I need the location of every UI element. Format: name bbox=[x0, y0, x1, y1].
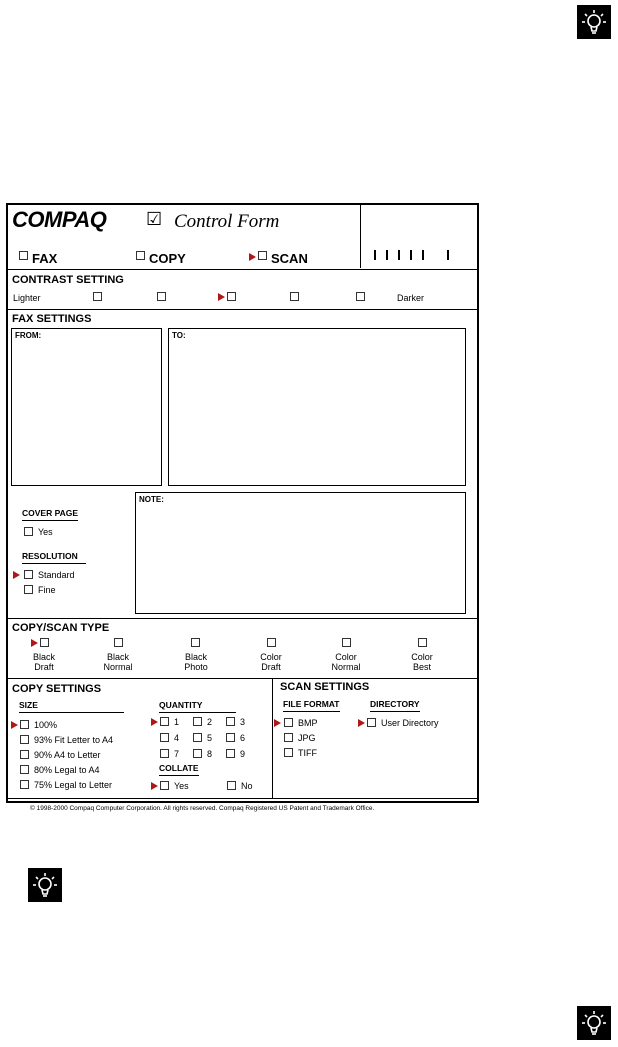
selected-arrow-icon bbox=[31, 639, 38, 647]
barcode-mark bbox=[447, 250, 449, 260]
quantity-heading: QUANTITY bbox=[159, 700, 236, 713]
fax-settings-heading: FAX SETTINGS bbox=[12, 313, 92, 325]
size-checkbox[interactable] bbox=[20, 765, 29, 774]
contrast-checkbox[interactable] bbox=[157, 292, 166, 301]
selected-arrow-icon bbox=[151, 782, 158, 790]
file-format-option: TIFF bbox=[298, 748, 317, 758]
resolution-fine-checkbox[interactable] bbox=[24, 585, 33, 594]
barcode-mark bbox=[422, 250, 424, 260]
quantity-checkbox[interactable] bbox=[226, 749, 235, 758]
size-heading: SIZE bbox=[19, 700, 124, 713]
size-checkbox[interactable] bbox=[20, 720, 29, 729]
brand-logo: COMPAQ bbox=[12, 207, 107, 232]
quantity-checkbox[interactable] bbox=[193, 749, 202, 758]
title-check-icon: ☑ bbox=[146, 209, 163, 229]
directory-option: User Directory bbox=[381, 718, 439, 728]
quantity-checkbox[interactable] bbox=[193, 733, 202, 742]
fax-from-label: FROM: bbox=[15, 331, 42, 340]
resolution-standard-label: Standard bbox=[38, 570, 75, 580]
resolution-heading: RESOLUTION bbox=[22, 551, 86, 564]
quantity-option: 2 bbox=[207, 717, 213, 727]
quantity-option: 9 bbox=[240, 749, 246, 759]
quantity-option: 4 bbox=[174, 733, 180, 743]
selected-arrow-icon bbox=[13, 571, 20, 579]
mode-scan-checkbox[interactable] bbox=[258, 251, 267, 260]
quantity-checkbox[interactable] bbox=[160, 749, 169, 758]
copy-settings-heading: COPY SETTINGS bbox=[12, 683, 102, 695]
type-checkbox[interactable] bbox=[418, 638, 427, 647]
barcode-mark bbox=[410, 250, 412, 260]
file-format-option: BMP bbox=[298, 718, 318, 728]
type-color-best: Color Best bbox=[411, 652, 433, 672]
contrast-lighter-label: Lighter bbox=[13, 293, 41, 303]
contrast-darker-label: Darker bbox=[397, 293, 425, 303]
mode-fax-checkbox[interactable] bbox=[19, 251, 28, 260]
contrast-checkbox[interactable] bbox=[356, 292, 365, 301]
quantity-option: 8 bbox=[207, 749, 213, 759]
size-option: 90% A4 to Letter bbox=[34, 750, 101, 760]
scan-settings-heading: SCAN SETTINGS bbox=[280, 681, 370, 693]
contrast-checkbox[interactable] bbox=[93, 292, 102, 301]
collate-yes-checkbox[interactable] bbox=[160, 781, 169, 790]
mode-fax-label: FAX bbox=[32, 251, 58, 266]
contrast-heading: CONTRAST SETTING bbox=[12, 274, 124, 286]
cover-page-yes-checkbox[interactable] bbox=[24, 527, 33, 536]
type-checkbox[interactable] bbox=[191, 638, 200, 647]
mode-scan-label: SCAN bbox=[271, 251, 308, 266]
resolution-fine-label: Fine bbox=[38, 585, 56, 595]
type-checkbox[interactable] bbox=[114, 638, 123, 647]
header-divider bbox=[360, 205, 361, 268]
fax-note-label: NOTE: bbox=[139, 495, 164, 504]
barcode-mark bbox=[374, 250, 376, 260]
resolution-standard-checkbox[interactable] bbox=[24, 570, 33, 579]
type-black-normal: Black Normal bbox=[103, 652, 133, 672]
form-title: Control Form bbox=[174, 211, 280, 232]
fax-to-box[interactable] bbox=[168, 328, 466, 486]
file-format-checkbox[interactable] bbox=[284, 718, 293, 727]
copyright-notice: © 1998-2000 Compaq Computer Corporation. All rights reserved. Compaq Registered US Patent and Trademark Office. bbox=[30, 805, 375, 812]
selected-arrow-icon bbox=[11, 721, 18, 729]
file-format-checkbox[interactable] bbox=[284, 733, 293, 742]
mode-copy-label: COPY bbox=[149, 251, 186, 266]
lightbulb-tip-icon bbox=[577, 1006, 611, 1040]
quantity-option: 3 bbox=[240, 717, 246, 727]
collate-no-label: No bbox=[241, 781, 253, 791]
size-option: 100% bbox=[34, 720, 58, 730]
type-checkbox[interactable] bbox=[267, 638, 276, 647]
control-form bbox=[6, 203, 479, 803]
quantity-checkbox[interactable] bbox=[193, 717, 202, 726]
selected-arrow-icon bbox=[358, 719, 365, 727]
selected-arrow-icon bbox=[151, 718, 158, 726]
contrast-checkbox[interactable] bbox=[227, 292, 236, 301]
copy-scan-divider bbox=[272, 678, 273, 798]
size-option: 80% Legal to A4 bbox=[34, 765, 100, 775]
type-checkbox[interactable] bbox=[342, 638, 351, 647]
fax-from-box[interactable] bbox=[11, 328, 162, 486]
size-checkbox[interactable] bbox=[20, 750, 29, 759]
mode-copy-checkbox[interactable] bbox=[136, 251, 145, 260]
file-format-option: JPG bbox=[298, 733, 316, 743]
quantity-option: 5 bbox=[207, 733, 213, 743]
lightbulb-tip-icon bbox=[28, 868, 62, 902]
quantity-option: 7 bbox=[174, 749, 180, 759]
type-black-draft: Black Draft bbox=[32, 652, 55, 672]
quantity-checkbox[interactable] bbox=[160, 733, 169, 742]
type-color-normal: Color Normal bbox=[331, 652, 361, 672]
fax-to-label: TO: bbox=[172, 331, 186, 340]
fax-note-box[interactable] bbox=[135, 492, 466, 614]
selected-arrow-icon bbox=[218, 293, 225, 301]
type-checkbox[interactable] bbox=[40, 638, 49, 647]
file-format-checkbox[interactable] bbox=[284, 748, 293, 757]
quantity-checkbox[interactable] bbox=[160, 717, 169, 726]
cover-page-yes-label: Yes bbox=[38, 527, 53, 537]
quantity-checkbox[interactable] bbox=[226, 717, 235, 726]
lightbulb-tip-icon bbox=[577, 5, 611, 39]
quantity-checkbox[interactable] bbox=[226, 733, 235, 742]
directory-heading: DIRECTORY bbox=[370, 699, 420, 712]
selected-arrow-icon bbox=[274, 719, 281, 727]
type-color-draft: Color Draft bbox=[260, 652, 282, 672]
collate-no-checkbox[interactable] bbox=[227, 781, 236, 790]
collate-yes-label: Yes bbox=[174, 781, 189, 791]
contrast-checkbox[interactable] bbox=[290, 292, 299, 301]
quantity-option: 6 bbox=[240, 733, 246, 743]
file-format-heading: FILE FORMAT bbox=[283, 699, 340, 712]
type-black-photo: Black Photo bbox=[184, 652, 208, 672]
size-option: 75% Legal to Letter bbox=[34, 780, 113, 790]
size-option: 93% Fit Letter to A4 bbox=[34, 735, 114, 745]
directory-checkbox[interactable] bbox=[367, 718, 376, 727]
barcode-mark bbox=[386, 250, 388, 260]
cover-page-heading: COVER PAGE bbox=[22, 508, 78, 521]
size-checkbox[interactable] bbox=[20, 780, 29, 789]
quantity-option: 1 bbox=[174, 717, 180, 727]
selected-arrow-icon bbox=[249, 253, 256, 261]
copy-scan-type-heading: COPY/SCAN TYPE bbox=[12, 622, 110, 634]
collate-heading: COLLATE bbox=[159, 763, 199, 776]
barcode-mark bbox=[398, 250, 400, 260]
size-checkbox[interactable] bbox=[20, 735, 29, 744]
